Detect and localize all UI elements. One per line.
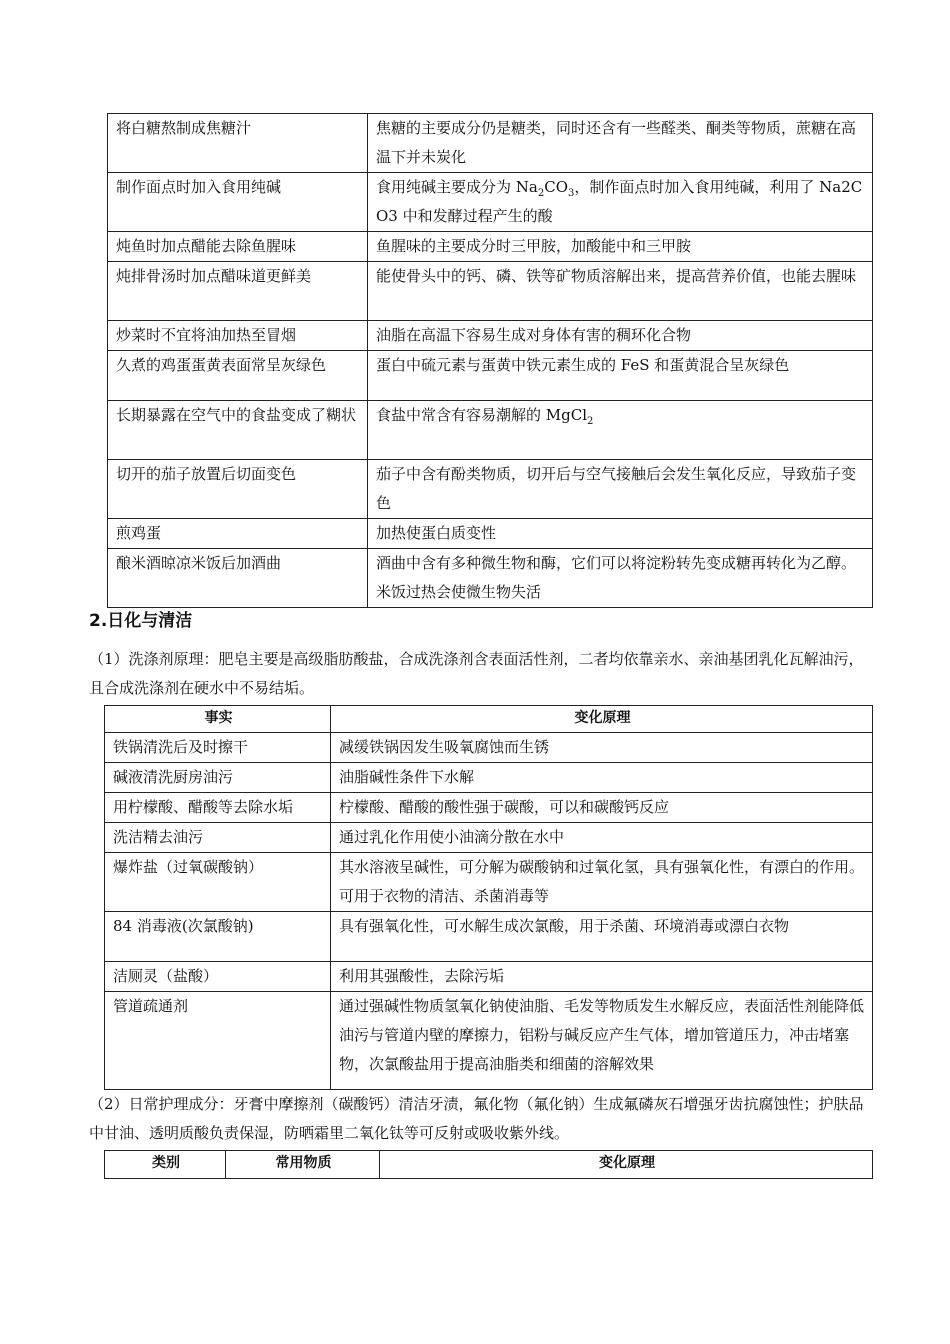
column-header: 事实	[105, 706, 331, 733]
table-row	[105, 793, 873, 823]
principle-cell: 通过强碱性物质氢氧化钠使油脂、毛发等物质发生水解反应，表面活性剂能降低油污与管道内壁的摩擦力，铝粉与碱反应产生气体，增加管道压力，冲击堵塞物，次氯酸盐用于提高油脂类和细菌的溶解效果	[331, 992, 873, 1090]
principle-cell: 焦糖的主要成分仍是糖类，同时还含有一些醛类、酮类等物质，蔗糖在高温下并未炭化	[368, 114, 873, 173]
fact-cell: 酿米酒晾凉米饭后加酒曲	[108, 549, 368, 608]
table-row	[108, 321, 873, 351]
fact-cell: 84 消毒液(次氯酸钠)	[105, 912, 331, 962]
principle-cell: 油脂在高温下容易生成对身体有害的稠环化合物	[368, 321, 873, 351]
fact-cell: 炖排骨汤时加点醋味道更鲜美	[108, 262, 368, 321]
fact-cell: 长期暴露在空气中的食盐变成了糊状	[108, 401, 368, 460]
food-chemistry-table	[107, 113, 873, 608]
table-row	[108, 351, 873, 401]
table-row	[105, 912, 873, 962]
fact-cell: 用柠檬酸、醋酸等去除水垢	[105, 793, 331, 823]
fact-cell: 炒菜时不宜将油加热至冒烟	[108, 321, 368, 351]
formula-text: CO	[544, 178, 568, 196]
subscript: 2	[537, 188, 545, 199]
column-header: 变化原理	[331, 706, 873, 733]
table-header-row	[105, 706, 873, 733]
cleaning-table	[104, 705, 873, 1090]
principle-cell: 通过乳化作用使小油滴分散在水中	[331, 823, 873, 853]
principle-cell: 酒曲中含有多种微生物和酶，它们可以将淀粉转先变成糖再转化为乙醇。米饭过热会使微生物失活	[368, 549, 873, 608]
table-row	[105, 733, 873, 763]
fact-cell: 制作面点时加入食用纯碱	[108, 173, 368, 232]
fact-cell: 碱液清洗厨房油污	[105, 763, 331, 793]
principle-cell: 鱼腥味的主要成分时三甲胺，加酸能中和三甲胺	[368, 232, 873, 262]
table-row	[105, 823, 873, 853]
table-row	[108, 401, 873, 460]
table-row	[108, 173, 873, 232]
principle-cell	[368, 401, 873, 460]
principle-cell: 加热使蛋白质变性	[368, 519, 873, 549]
table-row	[105, 853, 873, 912]
principle-cell: 能使骨头中的钙、磷、铁等矿物质溶解出来，提高营养价值，也能去腥味	[368, 262, 873, 321]
fact-cell: 切开的茄子放置后切面变色	[108, 460, 368, 519]
principle-cell: 减缓铁锅因发生吸氧腐蚀而生锈	[331, 733, 873, 763]
formula-text: 食用纯碱主要成分为 Na	[376, 178, 538, 196]
principle-cell: 其水溶液呈碱性，可分解为碳酸钠和过氧化氢，具有强氧化性，有漂白的作用。可用于衣物的清洁、杀菌消毒等	[331, 853, 873, 912]
formula-text: 食盐中常含有容易潮解的 MgCl	[376, 406, 588, 424]
table-row	[108, 519, 873, 549]
fact-cell: 久煮的鸡蛋蛋黄表面常呈灰绿色	[108, 351, 368, 401]
care-table	[104, 1150, 873, 1179]
table-header-row	[105, 1151, 873, 1179]
detergent-paragraph: （1）洗涤剂原理：肥皂主要是高级脂肪酸盐，合成洗涤剂含表面活性剂，二者均依靠亲水、亲油基团乳化瓦解油污，且合成洗涤剂在硬水中不易结垢。	[89, 650, 864, 697]
fact-cell: 洗洁精去油污	[105, 823, 331, 853]
fact-cell: 炖鱼时加点醋能去除鱼腥味	[108, 232, 368, 262]
principle-cell: 茄子中含有酚类物质，切开后与空气接触后会发生氧化反应，导致茄子变色	[368, 460, 873, 519]
table-row	[105, 962, 873, 992]
section-heading: 2.日化与清洁	[89, 611, 193, 631]
principle-cell	[368, 173, 873, 232]
subscript: 2	[587, 416, 594, 427]
table-row	[108, 232, 873, 262]
principle-cell: 利用其强酸性，去除污垢	[331, 962, 873, 992]
fact-cell: 铁锅清洗后及时擦干	[105, 733, 331, 763]
fact-cell: 爆炸盐（过氧碳酸钠）	[105, 853, 331, 912]
subscript: 3	[568, 188, 575, 199]
table-row	[108, 262, 873, 321]
principle-cell: 蛋白中硫元素与蛋黄中铁元素生成的 FeS 和蛋黄混合呈灰绿色	[368, 351, 873, 401]
principle-cell: 油脂碱性条件下水解	[331, 763, 873, 793]
table-row	[108, 460, 873, 519]
principle-cell: 柠檬酸、醋酸的酸性强于碳酸，可以和碳酸钙反应	[331, 793, 873, 823]
fact-cell: 煎鸡蛋	[108, 519, 368, 549]
principle-cell: 具有强氧化性，可水解生成次氯酸，用于杀菌、环境消毒或漂白衣物	[331, 912, 873, 962]
table-row	[108, 114, 873, 173]
formula-text: ，制作面点时加入食用纯碱，利用了 Na2CO3 中和发酵过程产生的酸	[376, 178, 863, 225]
table-row	[108, 549, 873, 608]
fact-cell: 洁厕灵（盐酸）	[105, 962, 331, 992]
column-header: 变化原理	[380, 1151, 873, 1179]
care-paragraph: （2）日常护理成分：牙膏中摩擦剂（碳酸钙）清洁牙渍，氟化物（氟化钠）生成氟磷灰石增强牙齿抗腐蚀性；护肤品中甘油、透明质酸负责保湿，防晒霜里二氧化钛等可反射或吸收紫外线。	[89, 1095, 864, 1142]
column-header: 常用物质	[226, 1151, 380, 1179]
table-row	[105, 763, 873, 793]
fact-cell: 将白糖熬制成焦糖汁	[108, 114, 368, 173]
fact-cell: 管道疏通剂	[105, 992, 331, 1090]
column-header: 类别	[105, 1151, 226, 1179]
table-row	[105, 992, 873, 1090]
